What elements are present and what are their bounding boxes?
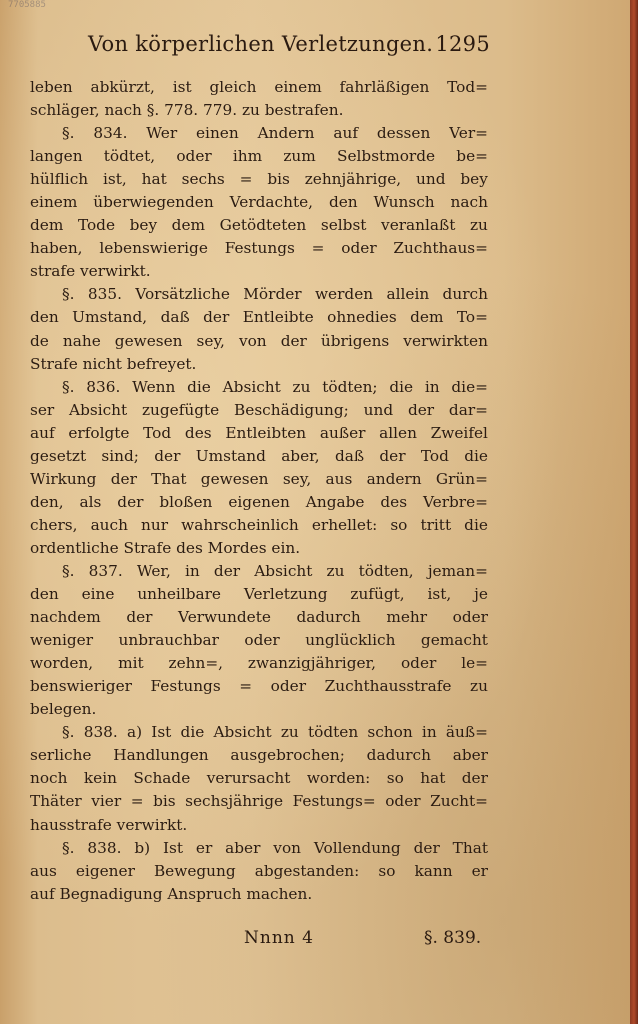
catchword: §. 839. <box>424 928 482 948</box>
text-line: belegen. <box>30 700 97 719</box>
text-line: haben, lebenswierige Festungs = oder Zuchthaus= <box>30 239 488 258</box>
text-line: den Umstand, daß der Entleibte ohnedies dem To= <box>30 308 488 327</box>
text-line: §. 836. Wenn die Absicht zu tödten; die in die= <box>62 377 488 396</box>
text-line: leben abkürzt, ist gleich einem fahrläßigen Tod= <box>30 78 488 96</box>
text-line: §. 838. a) Ist die Absicht zu tödten schon in äuß= <box>62 723 488 742</box>
text-line: §. 835. Vorsätzliche Mörder werden allein durch <box>62 285 488 304</box>
text-line: Strafe nicht befreyet. <box>30 354 197 373</box>
text-line: aus eigener Bewegung abgestanden: so kann er <box>30 861 488 880</box>
text-line: worden, mit zehn=, zwanzigjähriger, oder le= <box>30 654 488 673</box>
text-line: ordentliche Strafe des Mordes ein. <box>30 538 301 557</box>
page-footer <box>0 928 630 958</box>
signature-mark: Nnnn 4 <box>244 928 314 948</box>
body-text <box>30 76 488 906</box>
text-line: weniger unbrauchbar oder unglücklich gemacht <box>30 631 488 650</box>
text-line: Wirkung der That gewesen sey, aus andern Grün= <box>30 469 488 488</box>
text-line: §. 838. b) Ist er aber von Vollendung der That <box>62 838 488 857</box>
text-line: auf erfolgte Tod des Entleibten außer allen Zweifel <box>30 423 488 442</box>
text-line: schläger, nach §. 778. 779. zu bestrafen. <box>30 101 344 120</box>
text-line: den eine unheilbare Verletzung zufügt, ist, je <box>30 585 488 604</box>
text-line: serliche Handlungen ausgebrochen; dadurch aber <box>30 746 488 765</box>
text-line: hülflich ist, hat sechs = bis zehnjährige, und bey <box>30 170 488 189</box>
text-line: einem überwiegenden Verdachte, den Wunsch nach <box>30 193 488 212</box>
page-number: 1295 <box>435 32 490 56</box>
text-line: §. 837. Wer, in der Absicht zu tödten, jeman= <box>62 561 488 580</box>
text-line: strafe verwirkt. <box>30 262 151 281</box>
text-line: nachdem der Verwundete dadurch mehr oder <box>30 608 488 627</box>
text-line: dem Tode bey dem Getödteten selbst veranlaßt zu <box>30 216 488 235</box>
text-line: de nahe gewesen sey, von der übrigens verwirkten <box>30 331 488 350</box>
text-line: hausstrafe verwirkt. <box>30 815 188 834</box>
running-header <box>70 30 490 62</box>
text-line: noch kein Schade verursacht worden: so hat der <box>30 769 488 788</box>
text-line: ser Absicht zugefügte Beschädigung; und der dar= <box>30 400 488 419</box>
text-line: den, als der bloßen eigenen Angabe des Verbre= <box>30 492 488 511</box>
header-title: Von körperlichen Verletzungen. <box>88 32 434 56</box>
text-line: langen tödtet, oder ihm zum Selbstmorde be= <box>30 147 488 166</box>
text-line: gesetzt sind; der Umstand aber, daß der Tod die <box>30 446 488 465</box>
text-line: auf Begnadigung Anspruch machen. <box>30 884 313 903</box>
text-line: chers, auch nur wahrscheinlich erhellet: so tritt die <box>30 515 488 534</box>
scan-id-mark: 7705885 <box>8 0 46 10</box>
page-edge <box>630 0 638 1024</box>
text-line: benswieriger Festungs = oder Zuchthausstrafe zu <box>30 677 488 696</box>
text-line: Thäter vier = bis sechsjährige Festungs= oder Zucht= <box>30 792 488 811</box>
text-line: §. 834. Wer einen Andern auf dessen Ver= <box>62 124 488 143</box>
